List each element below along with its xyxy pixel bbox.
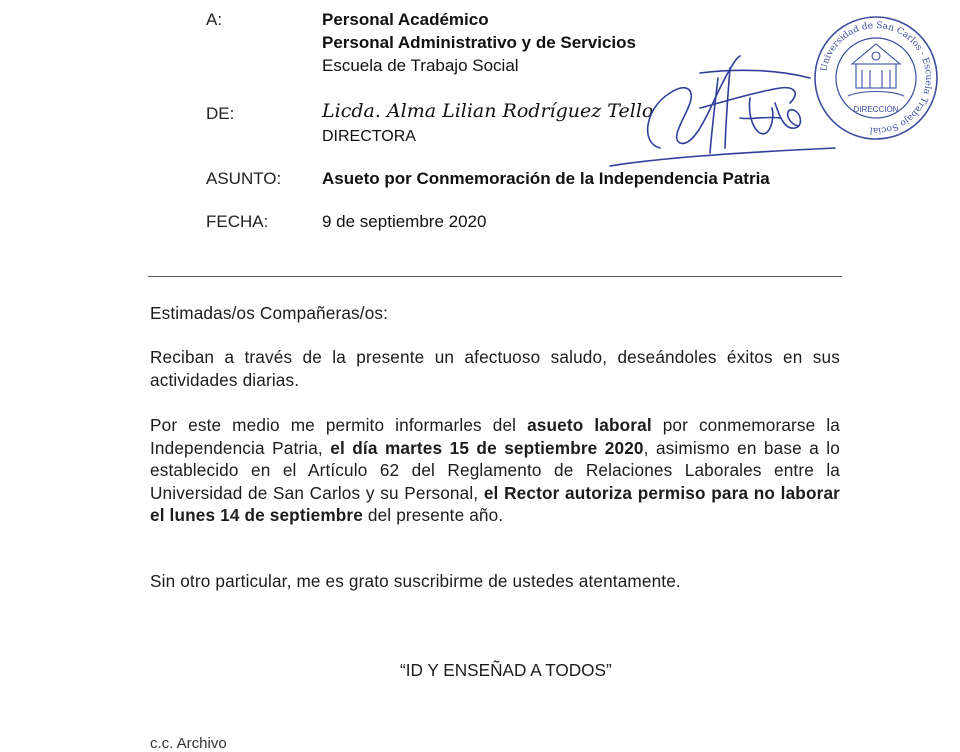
- from-label: DE:: [206, 104, 235, 123]
- greeting: Estimadas/os Compañeras/os:: [150, 303, 389, 323]
- to-label: A:: [206, 10, 223, 29]
- recipient-administrative: Personal Administrativo y de Servicios: [322, 33, 636, 52]
- closing-line: Sin otro particular, me es grato suscribirme de ustedes atentamente.: [150, 571, 681, 591]
- subject-label: ASUNTO:: [206, 169, 282, 188]
- date-label: FECHA:: [206, 212, 269, 231]
- announcement-bold-1: asueto laboral: [527, 415, 652, 435]
- subject-text: Asueto por Conmemoración de la Independencia Patria: [322, 169, 770, 188]
- sender-title: DIRECTORA: [322, 128, 416, 145]
- school-seal-stamp: [812, 14, 940, 142]
- sender-name: Licda. Alma Lilian Rodríguez Tello: [322, 100, 654, 122]
- recipient-academic: Personal Académico: [322, 10, 489, 29]
- announcement-bold-3: el Rector autoriza permiso para no laborar el lunes 14 de septiembre: [150, 482, 840, 525]
- paragraph-announcement: [150, 414, 840, 527]
- announcement-text-2: por conmemorarse la Independencia Patria,: [150, 415, 840, 458]
- signature-image: [600, 48, 840, 178]
- announcement-text-3: , asimismo en base a lo establecido en el Artículo 62 del Reglamento de Relaciones Laborales entre la Universidad de San Carlos y su Personal,: [150, 437, 840, 503]
- announcement-bold-2: el día martes 15 de septiembre 2020: [330, 437, 644, 458]
- paragraph-greeting: Reciban a través de la presente un afectuoso saludo, deseándoles éxitos en sus actividades diarias.: [150, 347, 840, 390]
- announcement-text-4: del presente año.: [362, 505, 504, 525]
- date-text: 9 de septiembre 2020: [322, 212, 487, 231]
- announcement-text-1: Por este medio me permito informarles del: [150, 415, 528, 435]
- cc-archive: c.c. Archivo: [150, 735, 227, 752]
- svg-text:Universidad de San Carlos - Es: Universidad de San Carlos - Escuela Trabajo Social: [819, 20, 934, 136]
- header-divider: [148, 276, 842, 277]
- university-motto: “ID Y ENSEÑAD A TODOS”: [400, 660, 612, 680]
- recipient-school: Escuela de Trabajo Social: [322, 56, 519, 75]
- svg-text:DIRECCIÓN: DIRECCIÓN: [853, 105, 899, 114]
